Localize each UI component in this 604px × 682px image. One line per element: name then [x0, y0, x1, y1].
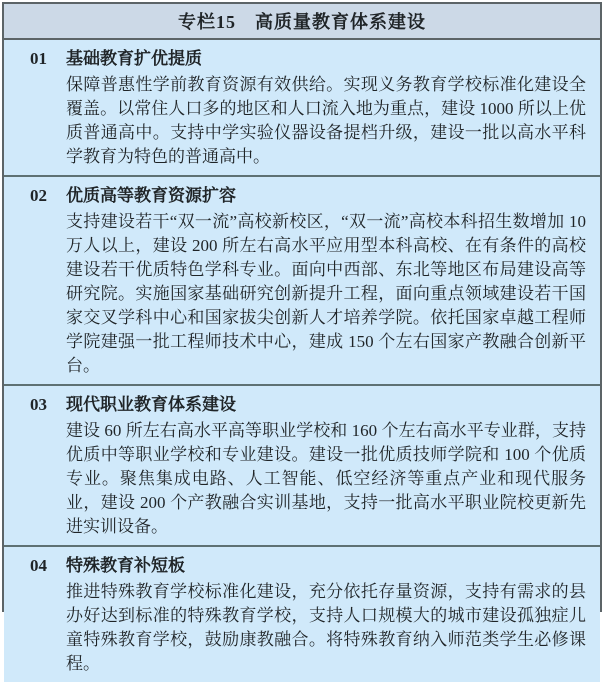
section-heading — [4, 551, 600, 580]
section-body-text: 推进特殊教育学校标准化建设，充分依托存量资源，支持有需求的县办好达到标准的特殊教育学校，支持人口规模大的城市建设孤独症儿童特殊教育学校，鼓励康教融合。将特殊教育纳入师范类学生必修课程。 — [66, 582, 586, 673]
panel-body — [4, 40, 600, 682]
column-box-panel — [2, 2, 602, 673]
section-heading — [4, 390, 600, 419]
section-basic-education — [4, 40, 600, 175]
section-title: 特殊教育补短板 — [66, 556, 185, 575]
section-number: 03 — [30, 395, 47, 414]
section-title: 现代职业教育体系建设 — [66, 395, 236, 414]
section-body-text: 保障普惠性学前教育资源有效供给。实现义务教育学校标准化建设全覆盖。以常住人口多的地区和人口流入地为重点，建设 1000 所以上优质普通高中。支持中学实验仪器设备提档升级，建设一批以高水平科学教育为特色的普通高中。 — [66, 75, 586, 166]
section-higher-education — [4, 175, 600, 384]
section-vocational-education — [4, 384, 600, 545]
section-heading — [4, 181, 600, 210]
panel-header — [4, 4, 600, 40]
section-number: 04 — [30, 556, 47, 575]
section-body-text: 建设 60 所左右高水平高等职业学校和 160 个左右高水平专业群，支持优质中等职业学校和专业建设。建设一批优质技师学院和 100 个优质专业。聚焦集成电路、人工智能、低空经济等重点产业和现代服务业，建设 200 个产教融合实训基地，支持一批高水平职业院校更新先进实训设备。 — [66, 421, 586, 536]
section-number: 02 — [30, 186, 47, 205]
section-title: 基础教育扩优提质 — [66, 49, 202, 68]
panel-title: 专栏15 高质量教育体系建设 — [178, 12, 426, 32]
section-number: 01 — [30, 49, 47, 68]
section-title: 优质高等教育资源扩容 — [66, 186, 236, 205]
section-heading — [4, 44, 600, 73]
section-body-text: 支持建设若干“双一流”高校新校区，“双一流”高校本科招生数增加 10 万人以上，建设 200 所左右高水平应用型本科高校、在有条件的高校建设若干优质特色学科专业。面向中西部、东北等地区布局建设高等研究院。实施国家基础研究创新提升工程，面向重点领域建设若干国家交叉学科中心和国家拔尖创新人才培养学院。依托国家卓越工程师学院建强一批工程师技术中心，建成 150 个左右国家产教融合创新平台。 — [66, 212, 586, 375]
